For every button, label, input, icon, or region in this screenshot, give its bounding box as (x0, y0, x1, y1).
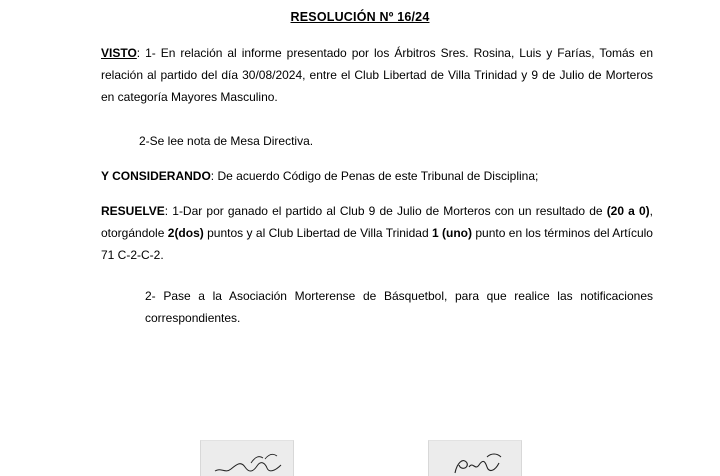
resuelve-points-winner: 2(dos) (167, 226, 204, 240)
resuelve-item-2: 2- Pase a la Asociación Morterense de Básquetbol, para que realice las notificaciones correspondientes. (145, 289, 653, 325)
considerando-label: Y CONSIDERANDO (101, 169, 211, 183)
signature-left-icon (201, 441, 293, 476)
visto-item-2: 2-Se lee nota de Mesa Directiva. (139, 134, 314, 148)
resuelve-text-2: , otorgándole (101, 204, 653, 240)
considerando-text: : De acuerdo Código de Penas de este Tribunal de Disciplina; (210, 169, 539, 183)
resuelve-paragraph (101, 200, 653, 266)
resuelve-text-3: puntos y al Club Libertad de Villa Trinidad (203, 226, 432, 240)
visto-label: VISTO (101, 46, 137, 60)
resuelve-label: RESUELVE (101, 204, 165, 218)
resolution-title: RESOLUCIÓN Nº 16/24 (290, 10, 430, 24)
resuelve-text-1: : 1-Dar por ganado el partido al Club 9 de Julio de Morteros con un resultado de (164, 204, 607, 218)
visto-paragraph (101, 42, 653, 108)
visto-text: : 1- En relación al informe presentado por los Árbitros Sres. Rosina, Luis y Farías, Tomás en relación al partido del día 30/08/2024, entre el Club Libertad de Villa Trinidad y 9 de Julio de Morteros en categoría Mayores Masculino. (101, 46, 653, 104)
signature-left (200, 440, 294, 476)
resuelve-text-4: punto en los términos del Artículo 71 C-2-C-2. (101, 226, 653, 262)
signature-right (428, 440, 522, 476)
signature-right-icon (429, 441, 521, 476)
resuelve-score: (20 a 0) (606, 204, 650, 218)
resuelve-points-loser: 1 (uno) (431, 226, 473, 240)
considerando-paragraph (101, 165, 653, 187)
